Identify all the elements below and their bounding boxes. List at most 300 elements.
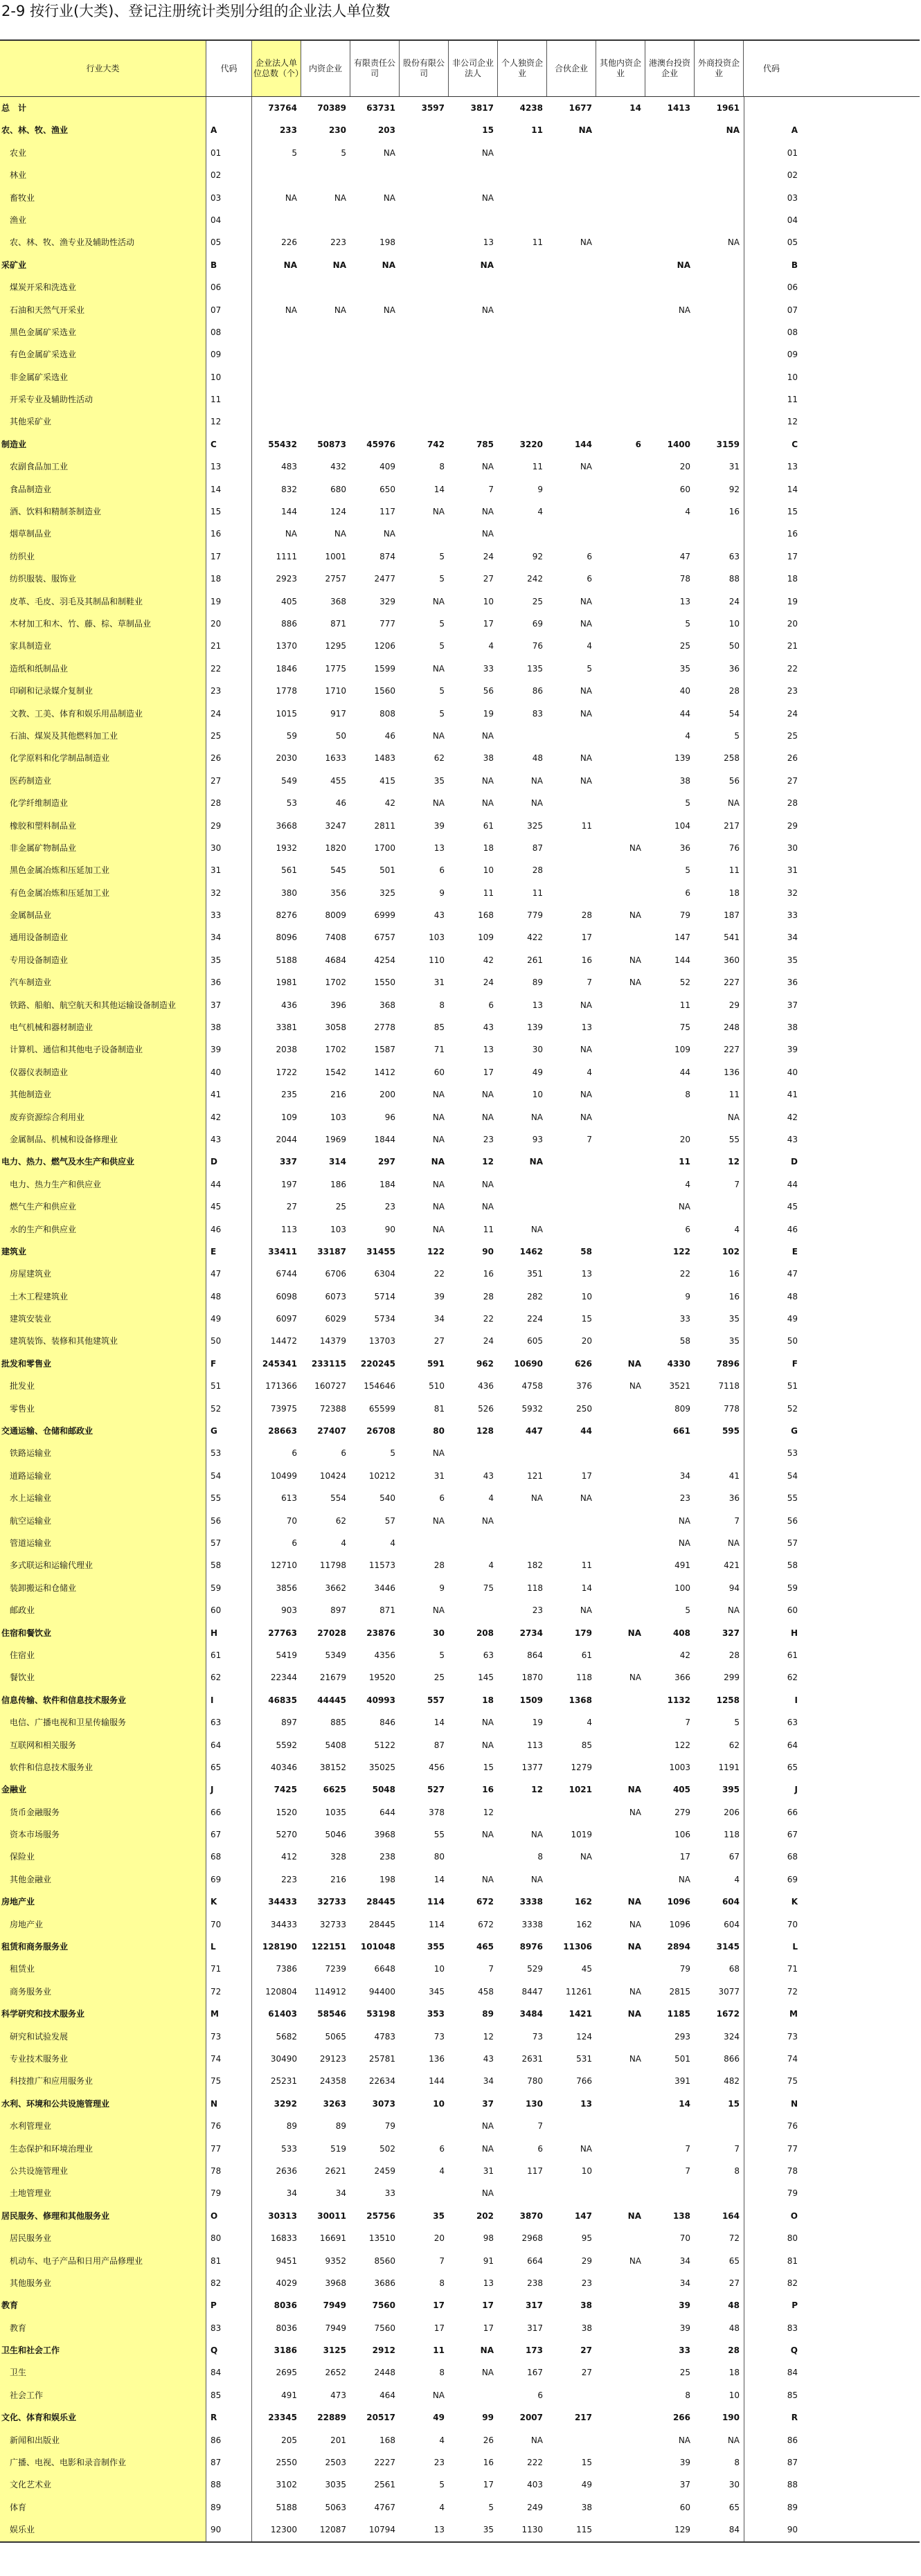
value-cell xyxy=(645,411,695,433)
code-cell: 80 xyxy=(206,2227,252,2249)
value-cell: 1483 xyxy=(374,753,395,764)
value-cell: 20 xyxy=(581,1336,592,1346)
value-cell: 7 xyxy=(734,2143,740,2154)
value-cell: 1001 xyxy=(325,551,346,561)
value-cell: 473 xyxy=(330,2390,346,2400)
value-cell: 25 xyxy=(433,1673,445,1683)
value-cell: 4 xyxy=(537,507,543,517)
value-cell: 120804 xyxy=(265,1986,297,1997)
table-row xyxy=(0,2160,920,2182)
code-cell: 90 xyxy=(206,2519,252,2541)
code-cell-right: 50 xyxy=(744,1330,799,1352)
value-cell: 1844 xyxy=(374,1134,395,1144)
value-cell: 60 xyxy=(433,1067,445,1077)
table-row xyxy=(0,456,920,478)
value-cell xyxy=(498,299,547,321)
value-cell xyxy=(301,321,350,343)
value-cell xyxy=(596,546,645,568)
value-cell: NA xyxy=(727,2435,740,2445)
value-cell xyxy=(645,343,695,366)
value-cell: 328 xyxy=(330,1852,346,1862)
value-cell: 18 xyxy=(482,1695,494,1705)
code-cell-right: G xyxy=(744,1420,799,1442)
value-cell xyxy=(695,209,744,231)
value-cell: 6304 xyxy=(374,1269,395,1279)
value-cell xyxy=(547,1532,596,1554)
value-cell xyxy=(596,725,645,747)
code-cell-right: 76 xyxy=(744,2115,799,2137)
code-cell: 05 xyxy=(206,231,252,253)
value-cell: 864 xyxy=(527,1650,543,1660)
value-cell: 5 xyxy=(439,574,445,584)
value-cell: 99 xyxy=(482,2413,494,2423)
value-cell: 680 xyxy=(330,484,346,494)
value-cell: 12 xyxy=(483,1807,494,1817)
value-cell: 491 xyxy=(281,2390,297,2400)
value-cell: 527 xyxy=(427,1785,445,1795)
code-cell-right: 62 xyxy=(744,1666,799,1688)
value-cell: 130 xyxy=(525,2098,543,2109)
value-cell xyxy=(449,164,498,186)
value-cell: 529 xyxy=(527,1964,543,1974)
value-cell: 89 xyxy=(335,2121,346,2132)
value-cell: 526 xyxy=(478,1403,494,1414)
value-cell: 3446 xyxy=(374,1583,395,1593)
value-cell: NA xyxy=(529,1157,543,1167)
value-cell: NA xyxy=(432,1515,445,1526)
value-cell: 405 xyxy=(281,596,297,606)
table-row xyxy=(0,1756,920,1778)
value-cell: 62 xyxy=(433,753,445,764)
value-cell: 261 xyxy=(527,955,543,965)
code-cell: 16 xyxy=(206,523,252,545)
value-cell: 17 xyxy=(483,2480,494,2490)
value-cell: 436 xyxy=(478,1381,494,1391)
value-cell: 128190 xyxy=(262,1942,297,1952)
code-cell-right: 34 xyxy=(744,926,799,948)
industry-name-cell: 铁路、船舶、航空航天和其他运输设备制造业 xyxy=(0,994,206,1016)
value-cell: 16833 xyxy=(270,2233,297,2244)
value-cell: NA xyxy=(530,1493,543,1504)
industry-name-cell: 非金属矿物制品业 xyxy=(0,837,206,859)
industry-name-cell: 娱乐业 xyxy=(0,2519,206,2541)
value-cell: 11306 xyxy=(563,1942,592,1952)
value-cell: 102 xyxy=(722,1246,740,1257)
value-cell xyxy=(547,837,596,859)
value-cell: 227 xyxy=(724,1045,740,1055)
value-cell xyxy=(695,388,744,411)
value-cell: 10 xyxy=(728,618,740,629)
code-cell: 51 xyxy=(206,1375,252,1397)
code-cell: 83 xyxy=(206,2317,252,2339)
value-cell xyxy=(498,1196,547,1218)
value-cell xyxy=(645,187,695,209)
value-cell: 53198 xyxy=(366,2009,395,2019)
value-cell: NA xyxy=(580,2143,592,2154)
code-cell-right: A xyxy=(744,119,799,141)
value-cell: 1111 xyxy=(276,551,297,561)
code-cell: 54 xyxy=(206,1465,252,1487)
industry-name-cell: 畜牧业 xyxy=(0,187,206,209)
value-cell: 55 xyxy=(728,1134,740,1144)
code-cell: 22 xyxy=(206,658,252,680)
industry-name-cell: 广播、电视、电影和录音制作业 xyxy=(0,2451,206,2474)
industry-name-cell: 专用设备制造业 xyxy=(0,949,206,971)
value-cell: 89 xyxy=(482,2009,494,2019)
value-cell xyxy=(498,2182,547,2204)
value-cell: 25 xyxy=(679,2368,690,2378)
value-cell: 7 xyxy=(685,2165,690,2176)
table-row xyxy=(0,366,920,388)
value-cell: 1021 xyxy=(569,1785,592,1795)
table-row xyxy=(0,635,920,657)
industry-name-cell: 化学原料和化学制品制造业 xyxy=(0,747,206,769)
value-cell: 28663 xyxy=(268,1426,297,1436)
table-row xyxy=(0,2361,920,2384)
value-cell: 31 xyxy=(483,2165,494,2176)
value-cell: 3292 xyxy=(274,2098,297,2109)
value-cell xyxy=(400,254,449,276)
value-cell: 10 xyxy=(581,2165,592,2176)
value-cell: 3686 xyxy=(374,2278,395,2288)
table-row xyxy=(0,926,920,948)
value-cell: 10690 xyxy=(514,1358,543,1369)
value-cell: 1279 xyxy=(571,1762,592,1772)
value-cell xyxy=(449,2384,498,2406)
value-cell: 118 xyxy=(576,1673,592,1683)
table-row xyxy=(0,1083,920,1106)
value-cell xyxy=(596,2339,645,2361)
value-cell: 766 xyxy=(576,2076,592,2087)
value-cell: 2007 xyxy=(519,2413,543,2423)
value-cell: 5 xyxy=(488,2502,494,2512)
value-cell: NA xyxy=(481,1202,494,1212)
value-cell: 39 xyxy=(433,820,445,831)
code-cell: 63 xyxy=(206,1711,252,1733)
value-cell: 40346 xyxy=(270,1762,297,1772)
value-cell: 329 xyxy=(379,596,395,606)
value-cell: 12710 xyxy=(270,1560,297,1571)
value-cell xyxy=(596,1196,645,1218)
code-cell: 04 xyxy=(206,209,252,231)
value-cell: 5188 xyxy=(276,955,297,965)
value-cell: 5 xyxy=(292,147,297,158)
header-code-right: 代码 xyxy=(762,63,780,73)
value-cell: 3125 xyxy=(323,2345,346,2356)
value-cell: 2734 xyxy=(519,1628,543,1638)
value-cell xyxy=(596,2138,645,2160)
value-cell: 144 xyxy=(574,439,592,449)
value-cell xyxy=(695,142,744,164)
value-cell: NA xyxy=(627,1942,641,1952)
value-cell: 13 xyxy=(532,1000,543,1010)
value-cell: 14 xyxy=(581,1583,592,1593)
value-cell: 3338 xyxy=(521,1919,543,1929)
value-cell: 1870 xyxy=(521,1673,543,1683)
value-cell: NA xyxy=(580,462,592,472)
value-cell: 11 xyxy=(679,1157,690,1167)
value-cell xyxy=(498,276,547,298)
value-cell xyxy=(695,2115,744,2137)
value-cell: 368 xyxy=(330,596,346,606)
value-cell: 27 xyxy=(728,2278,740,2288)
value-cell: NA xyxy=(432,798,445,809)
code-cell-right: B xyxy=(744,254,799,276)
value-cell xyxy=(596,2093,645,2115)
value-cell: 22 xyxy=(679,1269,690,1279)
value-cell: 15 xyxy=(728,2098,740,2109)
value-cell xyxy=(596,2496,645,2519)
value-cell: 672 xyxy=(478,1919,494,1929)
value-cell: 2503 xyxy=(325,2458,346,2468)
value-cell: NA xyxy=(481,305,494,315)
value-cell: 395 xyxy=(722,1785,740,1795)
value-cell: 1015 xyxy=(276,708,297,719)
industry-name-cell: 有色金属矿采选业 xyxy=(0,343,206,366)
industry-name-cell: 铁路运输业 xyxy=(0,1442,206,1464)
value-cell: 23 xyxy=(384,1202,395,1212)
value-cell: 3968 xyxy=(325,2278,346,2288)
code-cell-right: 08 xyxy=(744,321,799,343)
value-cell xyxy=(596,119,645,141)
value-cell: 3159 xyxy=(716,439,740,449)
code-cell: 43 xyxy=(206,1128,252,1151)
code-cell-right: 20 xyxy=(744,613,799,635)
value-cell: 8096 xyxy=(276,933,297,943)
code-cell: 81 xyxy=(206,2250,252,2272)
value-cell: 39 xyxy=(679,2323,690,2333)
value-cell xyxy=(596,1128,645,1151)
industry-name-cell: 资本市场服务 xyxy=(0,1823,206,1846)
value-cell xyxy=(547,254,596,276)
table-row xyxy=(0,815,920,837)
code-cell-right: 30 xyxy=(744,837,799,859)
value-cell: 27 xyxy=(286,1202,297,1212)
value-cell: 1462 xyxy=(519,1246,543,1257)
code-cell-right: 59 xyxy=(744,1577,799,1599)
header-col-llc: 有限责任公司 xyxy=(350,41,400,96)
table-row xyxy=(0,1958,920,1980)
value-cell: NA xyxy=(678,1874,690,1884)
code-cell-right: 05 xyxy=(744,231,799,253)
value-cell xyxy=(547,187,596,209)
value-cell xyxy=(596,1510,645,1532)
table-row xyxy=(0,2048,920,2070)
value-cell: 483 xyxy=(281,462,297,472)
code-cell-right: 06 xyxy=(744,276,799,298)
value-cell xyxy=(596,1398,645,1420)
value-cell xyxy=(596,164,645,186)
value-cell: 81 xyxy=(433,1403,445,1414)
code-cell-right: 42 xyxy=(744,1106,799,1128)
value-cell: 83 xyxy=(532,708,543,719)
value-cell xyxy=(547,1196,596,1218)
code-cell-right: 54 xyxy=(744,1465,799,1487)
value-cell xyxy=(498,209,547,231)
value-cell: 49 xyxy=(532,1067,543,1077)
data-table xyxy=(0,39,920,2543)
value-cell: 10 xyxy=(581,1291,592,1301)
value-cell: 3668 xyxy=(276,820,297,831)
value-cell: 20 xyxy=(433,2233,445,2244)
industry-name-cell: 林业 xyxy=(0,164,206,186)
value-cell: 282 xyxy=(527,1291,543,1301)
value-cell: NA xyxy=(580,686,592,696)
value-cell: 18 xyxy=(728,888,740,898)
code-cell-right: 04 xyxy=(744,209,799,231)
value-cell: 1400 xyxy=(667,439,690,449)
value-cell xyxy=(449,1532,498,1554)
value-cell: 23 xyxy=(532,1605,543,1616)
value-cell: 73764 xyxy=(268,103,297,113)
code-cell-right: 84 xyxy=(744,2361,799,2384)
value-cell xyxy=(596,1151,645,1173)
value-cell: NA xyxy=(627,1358,641,1369)
code-cell-right: 01 xyxy=(744,142,799,164)
value-cell: NA xyxy=(678,2435,690,2445)
value-cell: 4783 xyxy=(374,2031,395,2042)
value-cell: 73975 xyxy=(270,1403,297,1414)
value-cell: 1368 xyxy=(569,1695,592,1705)
value-cell: 103 xyxy=(330,1112,346,1122)
table-row xyxy=(0,1510,920,1532)
value-cell: 33 xyxy=(384,2188,395,2199)
value-cell: 4767 xyxy=(374,2502,395,2512)
value-cell: 3077 xyxy=(718,1986,740,1997)
value-cell: 7425 xyxy=(274,1785,297,1795)
value-cell: 324 xyxy=(724,2031,740,2042)
table-row xyxy=(0,411,920,433)
industry-name-cell: 邮政业 xyxy=(0,1599,206,1621)
value-cell: 25 xyxy=(335,1202,346,1212)
value-cell xyxy=(400,164,449,186)
value-cell: 154646 xyxy=(364,1381,395,1391)
value-cell: 23345 xyxy=(268,2413,297,2423)
value-cell xyxy=(400,321,449,343)
code-cell-right: 21 xyxy=(744,635,799,657)
code-cell: 13 xyxy=(206,456,252,478)
industry-name-cell: 烟草制品业 xyxy=(0,523,206,545)
value-cell: 5 xyxy=(685,618,690,629)
value-cell xyxy=(400,231,449,253)
code-cell: 25 xyxy=(206,725,252,747)
value-cell: 16 xyxy=(483,2458,494,2468)
code-cell-right: 87 xyxy=(744,2451,799,2474)
value-cell: 6706 xyxy=(325,1269,346,1279)
value-cell: 27407 xyxy=(317,1426,346,1436)
code-cell-right: 78 xyxy=(744,2160,799,2182)
value-cell xyxy=(596,1286,645,1308)
value-cell: 5 xyxy=(587,663,592,674)
value-cell: 2459 xyxy=(374,2165,395,2176)
header-col-other-domestic: 其他内资企业 xyxy=(596,41,645,96)
value-cell xyxy=(547,2429,596,2451)
code-cell: 49 xyxy=(206,1308,252,1330)
value-cell: 16 xyxy=(728,1291,740,1301)
value-cell: 591 xyxy=(427,1358,445,1369)
value-cell: 19 xyxy=(483,708,494,719)
value-cell: 3521 xyxy=(669,1381,690,1391)
value-cell: 6 xyxy=(685,888,690,898)
value-cell: 26 xyxy=(483,2435,494,2445)
value-cell: NA xyxy=(432,1605,445,1616)
industry-name-cell: 通用设备制造业 xyxy=(0,926,206,948)
code-cell: 59 xyxy=(206,1577,252,1599)
value-cell: 5 xyxy=(685,1605,690,1616)
table-row xyxy=(0,299,920,321)
code-cell-right: 02 xyxy=(744,164,799,186)
value-cell: 23876 xyxy=(366,1628,395,1638)
value-cell xyxy=(449,411,498,433)
value-cell xyxy=(596,815,645,837)
value-cell: 917 xyxy=(330,708,346,719)
value-cell: NA xyxy=(383,529,395,539)
value-cell: 409 xyxy=(379,462,395,472)
table-row xyxy=(0,1398,920,1420)
value-cell: 17 xyxy=(483,2323,494,2333)
value-cell xyxy=(350,366,400,388)
value-cell: 5065 xyxy=(325,2031,346,2042)
value-cell: 201 xyxy=(330,2435,346,2445)
code-cell-right: 77 xyxy=(744,2138,799,2160)
value-cell: 223 xyxy=(281,1874,297,1884)
value-cell: 4254 xyxy=(374,955,395,965)
value-cell: NA xyxy=(629,1673,641,1683)
table-row xyxy=(0,2070,920,2092)
value-cell: 186 xyxy=(330,1179,346,1189)
code-cell xyxy=(206,97,252,119)
code-cell: 71 xyxy=(206,1958,252,1980)
table-row xyxy=(0,1442,920,1464)
value-cell: 9 xyxy=(439,1583,445,1593)
code-cell-right: 19 xyxy=(744,591,799,613)
value-cell: 35 xyxy=(728,1314,740,1324)
value-cell: NA xyxy=(432,1448,445,1459)
value-cell xyxy=(350,388,400,411)
value-cell: 19 xyxy=(532,1718,543,1728)
industry-name-cell: 造纸和纸制品业 xyxy=(0,658,206,680)
value-cell: 117 xyxy=(379,507,395,517)
value-cell: 223 xyxy=(330,237,346,248)
value-cell: 5063 xyxy=(325,2502,346,2512)
value-cell: 7560 xyxy=(372,2300,395,2311)
code-cell-right: M xyxy=(744,2003,799,2025)
code-cell: F xyxy=(206,1353,252,1375)
value-cell xyxy=(596,568,645,590)
industry-name-cell: 卫生 xyxy=(0,2361,206,2384)
value-cell: 5 xyxy=(439,708,445,719)
value-cell: 238 xyxy=(379,1852,395,1862)
value-cell: 11 xyxy=(531,125,543,136)
value-cell: 22889 xyxy=(317,2413,346,2423)
value-cell: 101048 xyxy=(360,1942,395,1952)
value-cell: 8036 xyxy=(274,2300,297,2311)
value-cell: 5 xyxy=(390,1448,395,1459)
industry-name-cell: 土木工程建筑业 xyxy=(0,1286,206,1308)
value-cell: 35 xyxy=(728,1336,740,1346)
value-cell: 1633 xyxy=(325,753,346,764)
value-cell: 7386 xyxy=(276,1964,297,1974)
code-cell: 65 xyxy=(206,1756,252,1778)
code-cell-right: 66 xyxy=(744,1801,799,1823)
value-cell xyxy=(695,411,744,433)
value-cell: NA xyxy=(629,1919,641,1929)
value-cell: 557 xyxy=(427,1695,445,1705)
value-cell xyxy=(695,1442,744,1464)
value-cell: 8447 xyxy=(521,1986,543,1997)
code-cell-right: 32 xyxy=(744,882,799,904)
value-cell: 540 xyxy=(379,1493,395,1504)
